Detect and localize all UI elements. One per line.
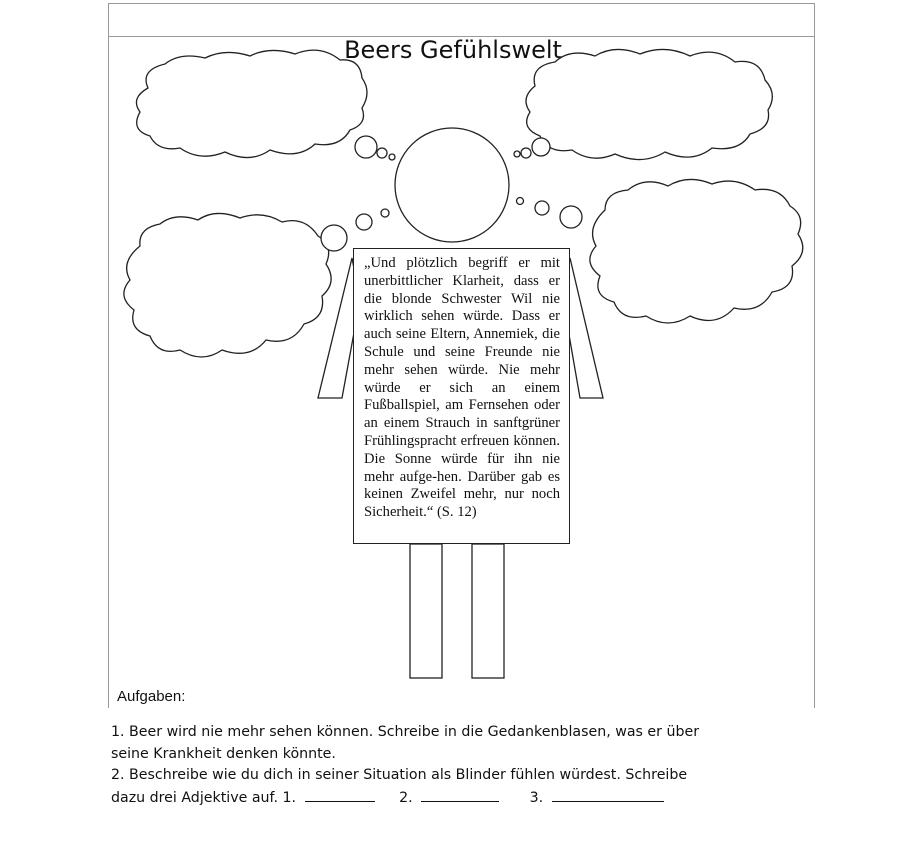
thought-bubble	[356, 214, 372, 230]
tasks-section	[111, 722, 731, 809]
adjective-blank-2[interactable]	[421, 787, 499, 802]
quote-text: „Und plötzlich begriff er mit unerbittlicher Klarheit, dass er die blonde Schwester Wil nie wirklich sehen würde. Dass er auch seine Eltern, Annemiek, die Schule und seine Freunde nie mehr sehen würde. Nie mehr würde er sich an einem Fußballspiel, am Fernsehen oder an einem Strauch in sanftgrüner Frühlingspracht erfreuen können. Die Sonne würde für ihn nie mehr aufge-hen. Darüber gab es keinen Zweifel mehr, nur noch Sicherheit.“ (S. 12)	[364, 255, 560, 521]
task-2-line-1: 2. Beschreibe wie du dich in seiner Situation als Blinder fühlen würdest. Schreibe	[111, 767, 688, 784]
thought-bubble	[560, 206, 582, 228]
thought-bubble	[355, 136, 377, 158]
thought-bubble	[321, 225, 347, 251]
thought-bubble	[521, 148, 531, 158]
quote-box	[353, 248, 570, 544]
figure-head	[395, 128, 509, 242]
thought-cloud-middle-left[interactable]	[124, 213, 331, 357]
figure-right-leg	[472, 544, 504, 678]
thought-cloud-top-left[interactable]	[136, 50, 367, 157]
thought-bubble	[517, 198, 524, 205]
adjective-blank-1[interactable]	[305, 787, 375, 802]
blank-3-label: 3.	[529, 789, 544, 806]
page-title: Beers Gefühlswelt	[344, 36, 562, 64]
blank-2-label: 2.	[399, 789, 413, 806]
thought-bubble	[535, 201, 549, 215]
thought-bubble	[532, 138, 550, 156]
task-2-prefix: dazu drei Adjektive auf. 1.	[111, 789, 297, 806]
thought-cloud-top-right[interactable]	[526, 49, 772, 159]
thought-bubble	[381, 209, 389, 217]
thought-bubble	[514, 151, 520, 157]
thought-cloud-middle-right[interactable]	[590, 179, 803, 323]
task-1-line-2: seine Krankheit denken könnte.	[111, 745, 336, 762]
task-1-line-1: 1. Beer wird nie mehr sehen können. Schreibe in die Gedankenblasen, was er über	[111, 724, 700, 740]
figure-left-leg	[410, 544, 442, 678]
task-2-line-2	[111, 787, 731, 810]
thought-bubble	[377, 148, 387, 158]
thought-bubble	[389, 154, 395, 160]
adjective-blank-3[interactable]	[552, 787, 664, 802]
tasks-heading: Aufgaben:	[117, 688, 186, 705]
